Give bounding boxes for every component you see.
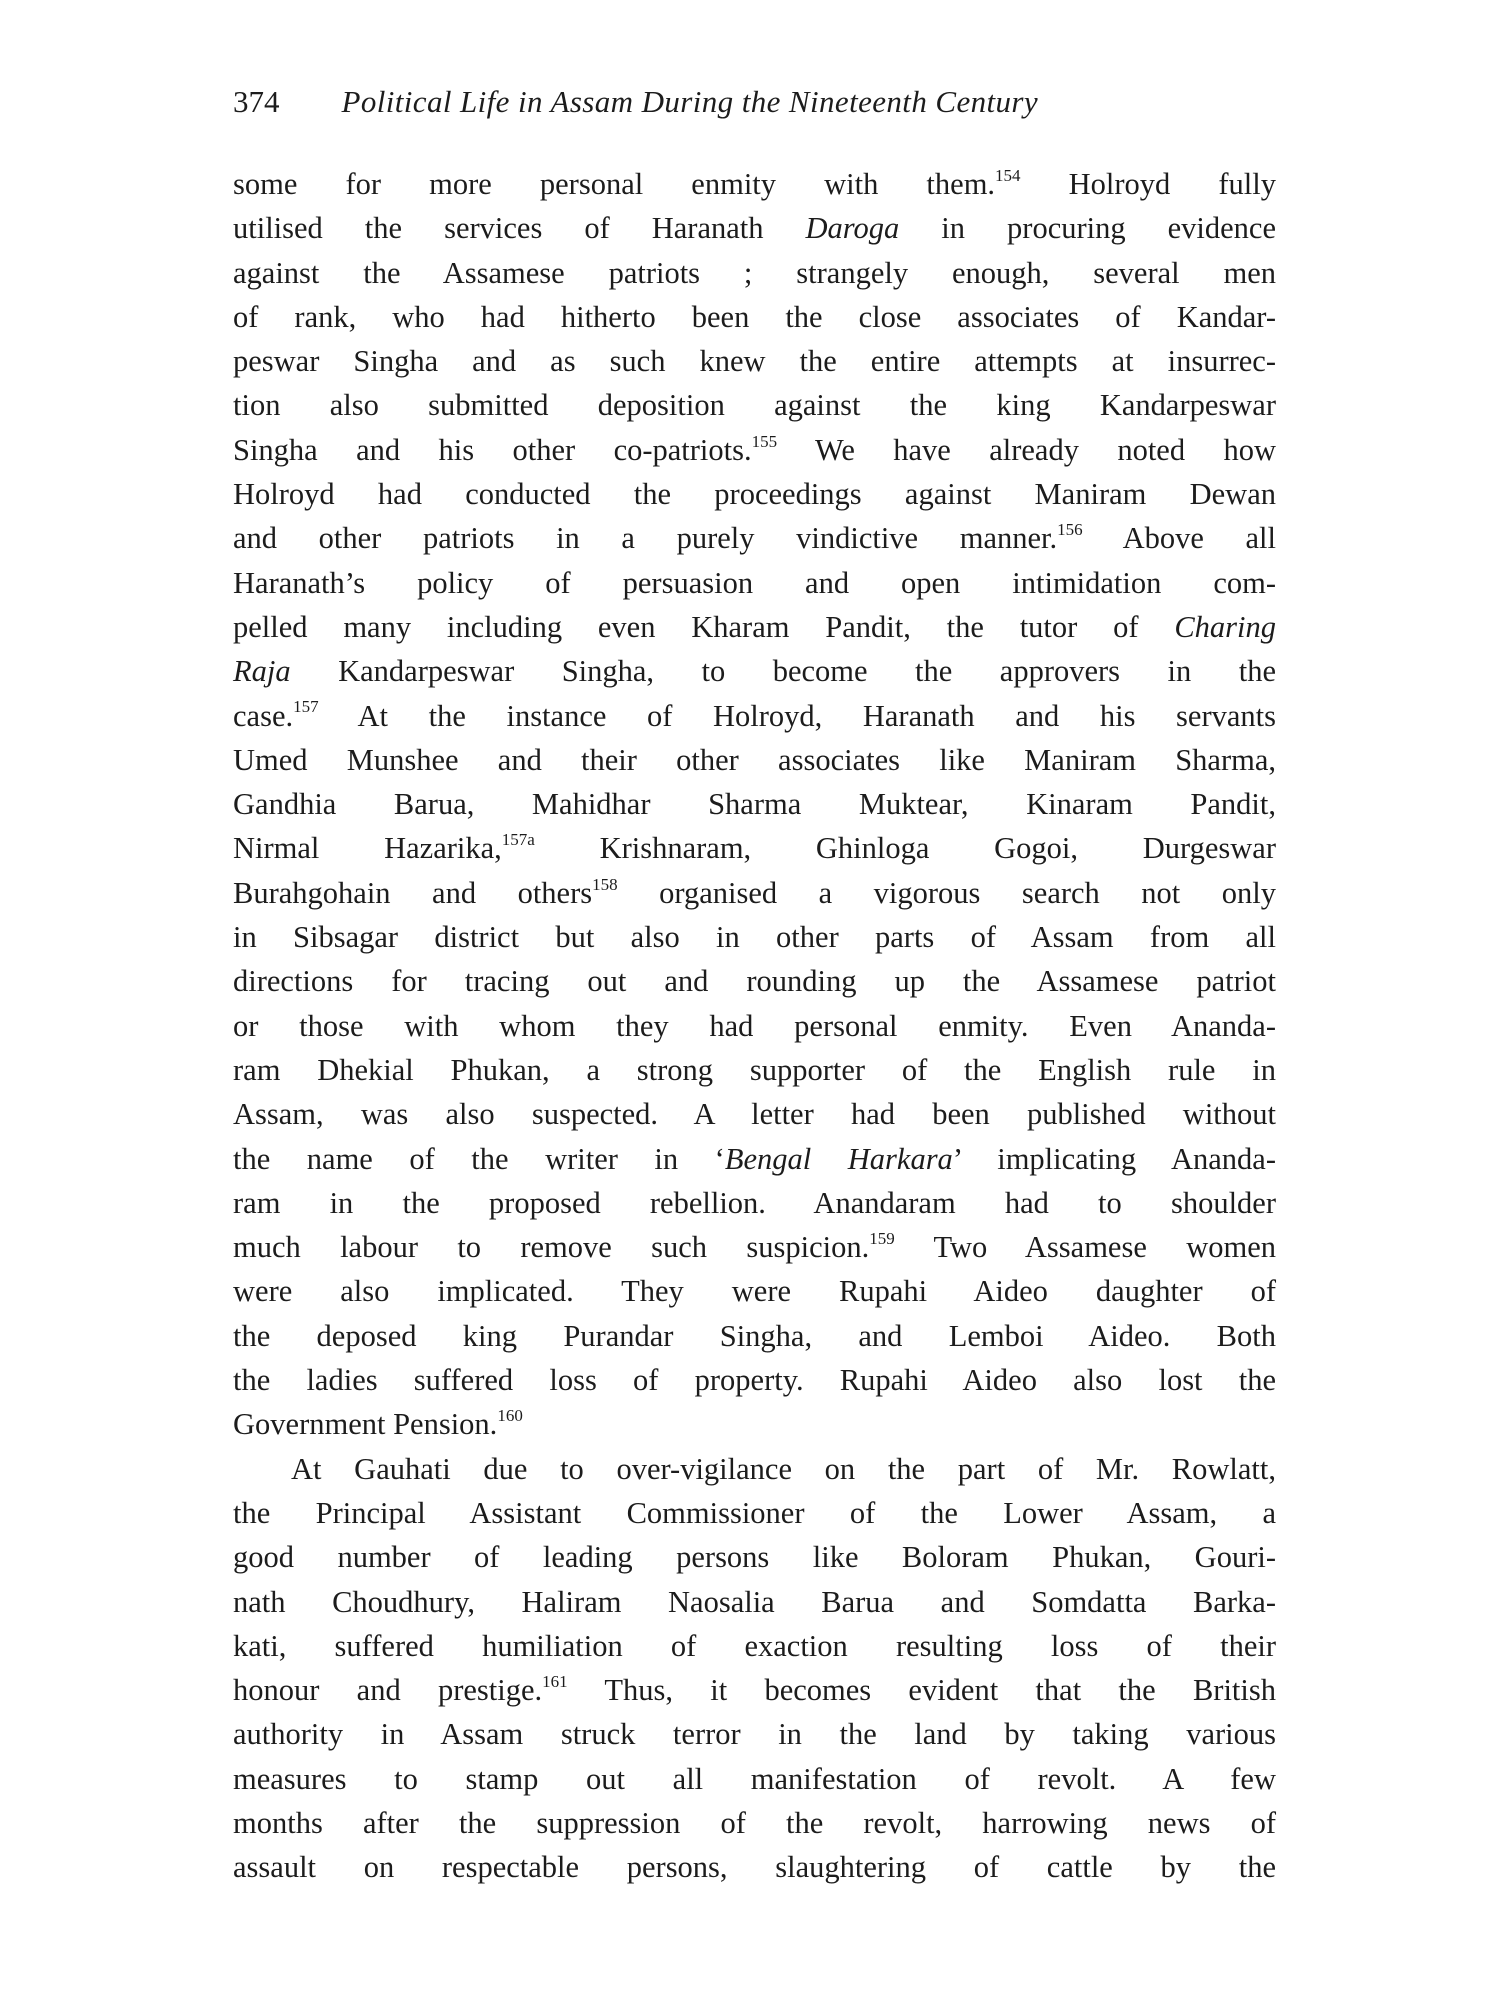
text-line: Umed Munshee and their other associates like Maniram Sharma, [233,742,1276,777]
text-line: the ladies suffered loss of property. Rupahi Aideo also lost the [233,1363,1276,1398]
text-line: Haranath’s policy of persuasion and open intimidation com- [233,565,1276,600]
body-paragraph-2 [233,1447,1276,1890]
text-line: in Sibsagar district but also in other parts of Assam from all [233,920,1276,955]
footnote-ref: 155 [751,431,778,451]
text-line: and other patriots in a purely vindictive manner.$^{156}$ Above all [233,520,1276,556]
text-line: peswar Singha and as such knew the entire attempts at insurrec- [233,344,1276,379]
text-line: utilised the services of Haranath Daroga in procuring evidence [233,211,1276,246]
text-line: honour and prestige.$^{161}$ Thus, it becomes evident that the British [233,1671,1276,1708]
text-line: the deposed king Purandar Singha, and Lemboi Aideo. Both [233,1318,1276,1353]
text-line: authority in Assam struck terror in the land by taking various [233,1717,1276,1752]
footnote-ref: 159 [869,1228,895,1248]
text-line: pelled many including even Kharam Pandit, the tutor of Charing [233,609,1276,644]
footnote-ref: 154 [995,165,1021,185]
footnote-ref: 158 [592,874,618,894]
text-line: of rank, who had hitherto been the close associates of Kandar- [233,299,1276,334]
text-line: At Gauhati due to over-vigilance on the part of Mr. Rowlatt, [291,1451,1276,1486]
running-head [233,84,1276,144]
text-line: much labour to remove such suspicion.$^{159}$ Two Assamese women [233,1228,1276,1265]
text-line: measures to stamp out all manifestation of revolt. A few [233,1761,1276,1796]
text-line: against the Assamese patriots ; strangely enough, several men [233,255,1276,290]
text-line: ram in the proposed rebellion. Anandaram had to shoulder [233,1185,1276,1220]
text-line: were also implicated. They were Rupahi Aideo daughter of [233,1274,1276,1309]
text-line: Gandhia Barua, Mahidhar Sharma Muktear, Kinaram Pandit, [233,787,1276,822]
text-line: Nirmal Hazarika,$^{157a}$ Krishnaram, Ghinloga Gogoi, Durgeswar [233,830,1276,866]
footnote-ref: 156 [1057,520,1083,540]
text-line: Burahgohain and others$^{158}$ organised a vigorous search not only [233,874,1276,910]
footnote-ref: 161 [542,1671,568,1691]
text-line: Holroyd had conducted the proceedings against Maniram Dewan [233,477,1276,512]
text-line: case.$^{157}$ At the instance of Holroyd, Haranath and his servants [233,697,1276,733]
text-line: kati, suffered humiliation of exaction resulting loss of their [233,1628,1276,1663]
text-line: months after the suppression of the revolt, harrowing news of [233,1805,1276,1840]
text-line: Assam, was also suspected. A letter had been published without [233,1097,1276,1132]
text-line: Raja Kandarpeswar Singha, to become the approvers in the [233,654,1276,689]
text-line: Singha and his other co-patriots.$^{155}$ We have already noted how [233,431,1277,467]
text-line: Government Pension.$^{160}$ [233,1406,523,1442]
text-line: ram Dhekial Phukan, a strong supporter of the English rule in [233,1052,1276,1087]
text-line: the name of the writer in ‘Bengal Harkara’ implicating Ananda- [233,1141,1276,1176]
text-line: tion also submitted deposition against the king Kandarpeswar [233,388,1276,423]
footnote-ref: 157a [501,830,535,850]
text-line: assault on respectable persons, slaughtering of cattle by the [233,1850,1276,1885]
book-page [233,84,1276,1890]
text-line: some for more personal enmity with them.$^{154}$ Holroyd fully [233,165,1276,201]
text-line: good number of leading persons like Boloram Phukan, Gouri- [233,1540,1276,1575]
text-line: or those with whom they had personal enmity. Even Ananda- [233,1008,1276,1043]
page-number: 374 [233,84,280,119]
text-line: the Principal Assistant Commissioner of the Lower Assam, a [233,1495,1276,1530]
text-line: directions for tracing out and rounding up the Assamese patriot [233,964,1276,999]
text-line: nath Choudhury, Haliram Naosalia Barua and Somdatta Barka- [233,1584,1276,1619]
footnote-ref: 160 [497,1406,523,1426]
running-title: Political Life in Assam During the Nineteenth Century [341,84,1039,119]
footnote-ref: 157 [293,697,319,717]
body-paragraph-1 [233,162,1276,1447]
